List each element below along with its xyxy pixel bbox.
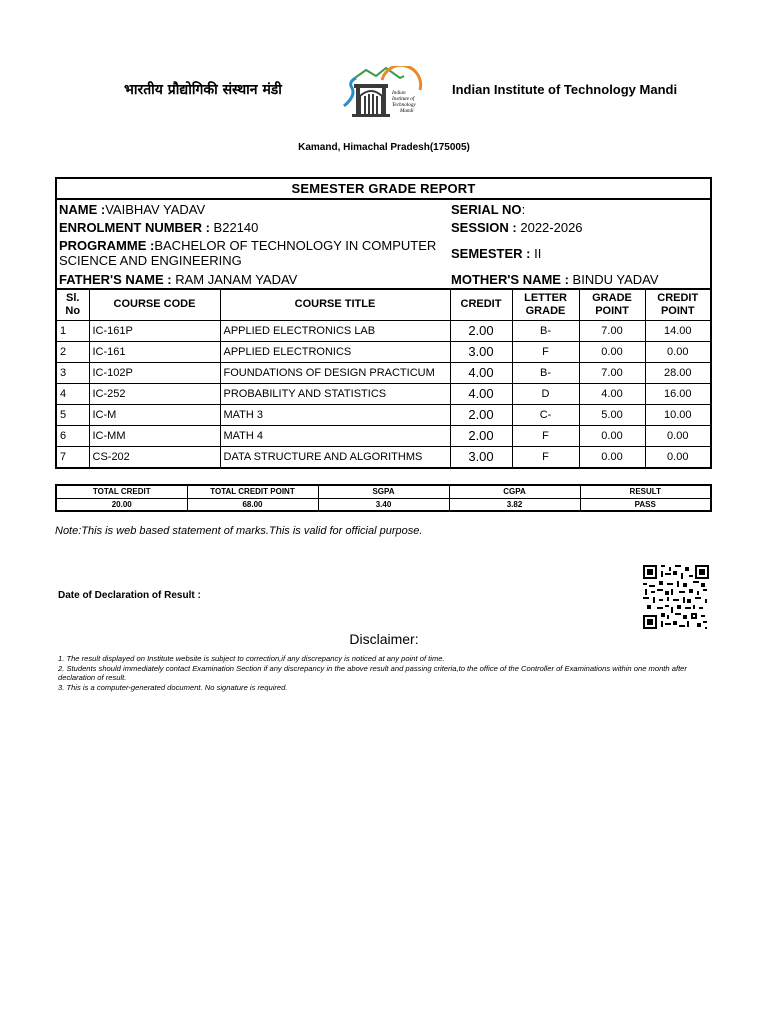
course-code: IC-MM [89,425,220,446]
letter-grade: D [512,383,579,404]
letter-grade: F [512,446,579,467]
letter-grade: F [512,425,579,446]
credit: 4.00 [450,362,512,383]
table-row [57,446,710,467]
credit-point: 10.00 [645,404,710,425]
header-letter-grade: LETTER GRADE [512,289,579,320]
header-credit-point: CREDIT POINT [645,289,710,320]
sl-no: 5 [57,404,89,425]
credit-point: 0.00 [645,425,710,446]
grade-point: 0.00 [579,341,645,362]
semester [451,246,541,261]
programme-value: BACHELOR OF TECHNOLOGY IN COMPUTER SCIENCE AND ENGINEERING [59,238,437,268]
enrolment-label: ENROLMENT NUMBER : [59,220,210,235]
credit: 4.00 [450,383,512,404]
grade-report [55,177,712,469]
session [451,220,583,235]
disclaimer-list [58,654,713,692]
course-title: DATA STRUCTURE AND ALGORITHMS [220,446,450,467]
mother-value: BINDU YADAV [568,272,659,287]
semester-value: II [530,246,542,261]
grade-point: 0.00 [579,446,645,467]
header-sl-no: Sl. No [57,289,89,320]
table-row [57,404,710,425]
grade-point: 7.00 [579,320,645,341]
summary-table [55,484,712,512]
student-info [57,200,710,288]
declaration-date-label: Date of Declaration of Result : [58,590,201,601]
sl-no: 1 [57,320,89,341]
credit-point: 14.00 [645,320,710,341]
table-row [57,341,710,362]
name-value: VAIBHAV YADAV [105,202,206,217]
course-code: CS-202 [89,446,220,467]
institute-name-hindi: भारतीय प्रौद्योगिकी संस्थान मंडी [124,82,282,98]
course-title: MATH 4 [220,425,450,446]
mother-label: MOTHER'S NAME : [451,272,569,287]
summary-header-cgpa: CGPA [449,485,580,498]
cgpa-value: 3.82 [449,498,580,511]
enrolment-number [59,220,258,235]
course-code: IC-252 [89,383,220,404]
grade-point: 0.00 [579,425,645,446]
table-row [57,425,710,446]
serial-number [451,202,525,217]
grade-point: 7.00 [579,362,645,383]
programme [59,238,439,268]
disclaimer-item: 3. This is a computer-generated document. No signature is required. [58,682,288,692]
disclaimer-item: 2. Students should immediately contact Examination Section if any discrepancy in the above result and passing criteria,to the office of the Controller of Examinations within one month after declaration of result. [58,663,687,683]
table-row [57,383,710,404]
course-code: IC-M [89,404,220,425]
letter-grade: B- [512,320,579,341]
fathers-name [59,272,297,287]
disclaimer-title: Disclaimer: [349,631,419,647]
summary-values-row [56,498,711,511]
sl-no: 6 [57,425,89,446]
logo-text-line4: Mandi [400,108,414,114]
disclaimer-item: 1. The result displayed on Institute website is subject to correction,if any discrepancy is noticed at any point of time. [58,654,445,663]
letter-grade: B- [512,362,579,383]
marks-table [57,288,710,467]
sgpa-value: 3.40 [318,498,449,511]
table-row [57,320,710,341]
sl-no: 7 [57,446,89,467]
summary-header-row [56,485,711,498]
course-title: MATH 3 [220,404,450,425]
credit: 2.00 [450,425,512,446]
course-code: IC-102P [89,362,220,383]
session-value: 2022-2026 [516,220,583,235]
credit: 2.00 [450,404,512,425]
total-credit-point-value: 68.00 [187,498,318,511]
course-title: PROBABILITY AND STATISTICS [220,383,450,404]
logo-text-line3: Technology [392,102,416,108]
course-code: IC-161 [89,341,220,362]
letter-grade: C- [512,404,579,425]
total-credit-value: 20.00 [56,498,187,511]
mothers-name [451,272,659,287]
letter-grade: F [512,341,579,362]
enrolment-value: B22140 [209,220,259,235]
course-code: IC-161P [89,320,220,341]
header-credit: CREDIT [450,289,512,320]
course-title: FOUNDATIONS OF DESIGN PRACTICUM [220,362,450,383]
session-label: SESSION : [451,220,517,235]
grade-point: 4.00 [579,383,645,404]
validity-note: Note:This is web based statement of marks.This is valid for official purpose. [55,525,423,537]
report-title: SEMESTER GRADE REPORT [57,179,710,200]
summary-header-total-credit: TOTAL CREDIT [56,485,187,498]
summary-header-total-credit-point: TOTAL CREDIT POINT [187,485,318,498]
summary-header-result: RESULT [580,485,711,498]
header-course-title: COURSE TITLE [220,289,450,320]
sl-no: 3 [57,362,89,383]
credit-point: 0.00 [645,341,710,362]
semester-label: SEMESTER : [451,246,531,261]
credit: 3.00 [450,341,512,362]
institute-header [0,64,768,120]
credit: 3.00 [450,446,512,467]
table-row [57,362,710,383]
father-label: FATHER'S NAME : [59,272,172,287]
student-name [59,202,205,217]
iit-mandi-logo-icon [342,66,428,122]
sl-no: 2 [57,341,89,362]
credit-point: 28.00 [645,362,710,383]
sl-no: 4 [57,383,89,404]
serial-label: SERIAL NO [451,202,522,217]
name-label: NAME : [59,202,106,217]
header-course-code: COURSE CODE [89,289,220,320]
serial-value: : [521,202,526,217]
credit-point: 16.00 [645,383,710,404]
credit-point: 0.00 [645,446,710,467]
logo-text-line2: Institute of [392,96,415,102]
programme-label: PROGRAMME : [59,238,155,253]
result-value: PASS [580,498,711,511]
grade-point: 5.00 [579,404,645,425]
course-title: APPLIED ELECTRONICS LAB [220,320,450,341]
institute-address: Kamand, Himachal Pradesh(175005) [298,142,470,153]
marks-header-row [57,289,710,320]
course-title: APPLIED ELECTRONICS [220,341,450,362]
credit: 2.00 [450,320,512,341]
logo-text-line1: Indian [392,90,406,96]
summary-header-sgpa: SGPA [318,485,449,498]
qr-code-icon [643,565,709,629]
institute-name-english: Indian Institute of Technology Mandi [452,82,678,97]
header-grade-point: GRADE POINT [579,289,645,320]
father-value: RAM JANAM YADAV [171,272,298,287]
